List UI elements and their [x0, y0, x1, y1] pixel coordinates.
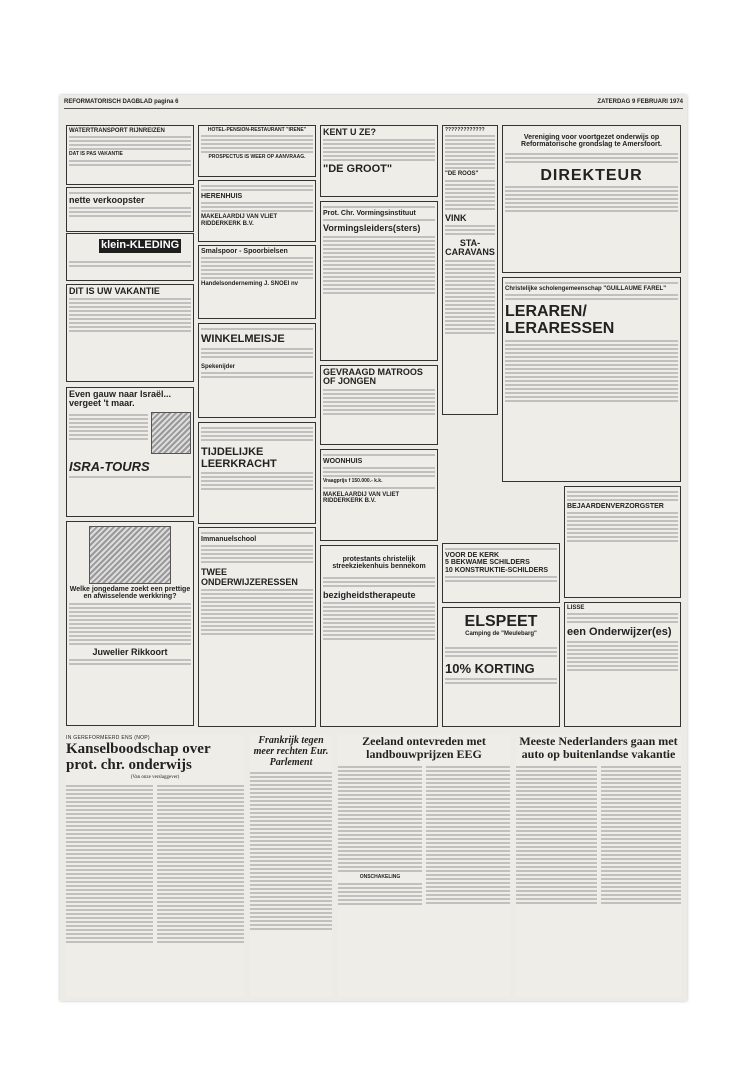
ad-hotel	[198, 125, 316, 177]
ad-schilders	[442, 543, 560, 603]
article-title: Frankrijk tegen meer rechten Eur. Parlement	[253, 735, 329, 768]
ad-subtitle: PROSPECTUS IS WEER OP AANVRAAG.	[208, 154, 306, 161]
ad-title: TIJDELIJKE LEERKRACHT	[201, 446, 277, 470]
ad-subtitle: "DE ROOS"	[445, 171, 479, 178]
article-title: Zeeland ontevreden met landbouwprijzen EEG	[362, 735, 486, 761]
page-header	[64, 99, 683, 109]
ad-immanuel	[198, 527, 316, 727]
ad-juwelier	[66, 521, 194, 726]
ad-title: GEVRAAGD MATROOS OF JONGEN	[323, 367, 423, 387]
ad-verkoopster	[66, 187, 194, 232]
ad-title: WOONHUIS	[323, 458, 363, 465]
map-image	[151, 412, 191, 454]
article-byline: (Van onze verslaggever)	[130, 775, 180, 780]
ad-israel	[66, 387, 194, 517]
ad-title: klein-KLEDING	[101, 239, 180, 251]
ad-role: DIREKTEUR	[540, 166, 643, 184]
article-zeeland	[338, 735, 510, 997]
ad-role: bezigheidstherapeute	[323, 589, 416, 600]
ad-discount: 10% KORTING	[445, 661, 535, 677]
ad-winkelmeisje	[198, 323, 316, 418]
ad-title: Vormingsleiders(sters)	[323, 223, 421, 234]
ad-title: Even gauw naar Israël... vergeet 't maar.	[69, 389, 172, 409]
ad-subtitle: Camping de "Meulebarg"	[465, 630, 537, 637]
ad-vormingsleiders	[320, 201, 438, 361]
ad-vereniging	[502, 125, 681, 273]
ad-vakantie	[66, 284, 194, 382]
article-frankrijk	[250, 735, 332, 997]
ad-title: ELSPEET	[464, 613, 538, 630]
ad-title: Vereniging voor voortgezet onderwijs op Reformatorische grondslag te Amersfoort.	[521, 134, 662, 149]
ad-woonhuis	[320, 449, 438, 541]
ad-title: protestants christelijk streekziekenhuis bennekom	[332, 556, 426, 571]
ad-smalspoor	[198, 245, 316, 319]
ad-klein-kleding	[66, 233, 194, 281]
article-kicker: IN GEREFORMEERD ENS (NOP)	[66, 735, 150, 741]
ad-bejaarden	[564, 486, 681, 598]
header-right: ZATERDAG 9 FEBRUARI 1974	[597, 99, 683, 105]
ad-subtitle: Spekenijder	[201, 363, 236, 370]
ad-title: DIT IS UW VAKANTIE	[69, 286, 160, 296]
ad-watertransport	[66, 125, 194, 185]
article-title: Meeste Nederlanders gaan met auto op buitenlandse vakantie	[519, 735, 678, 761]
article-kanselboodschap	[66, 735, 244, 997]
ad-item-1: 5 BEKWAME SCHILDERS	[445, 559, 530, 567]
ad-title: Immanuelschool	[201, 536, 257, 543]
ad-vink: VINK	[445, 212, 467, 223]
ad-subtitle: TWEE ONDERWIJZERESSEN	[201, 567, 298, 587]
ad-brand: ISRA-TOURS	[69, 458, 150, 474]
ad-title: nette verkoopster	[69, 195, 145, 205]
header-left: REFORMATORISCH DAGBLAD pagina 6	[64, 99, 179, 105]
ad-herenhuis	[198, 180, 316, 242]
ad-title: HOTEL-PENSION-RESTAURANT "IRENE"	[207, 127, 307, 133]
ad-tijdelijke	[198, 422, 316, 524]
ad-title: Smalspoor - Spoorbielsen	[201, 248, 288, 255]
ad-title: Welke jongedame zoekt een prettige en afwisselende werkkring?	[69, 586, 191, 601]
ad-price: Vraagprijs f 150.000.- k.k.	[323, 478, 383, 485]
ad-title: LISSE	[567, 605, 585, 611]
article-vakantie	[516, 735, 681, 997]
ad-leraren	[502, 277, 681, 482]
ad-title: ?????????????	[445, 127, 485, 133]
ad-elspeet	[442, 607, 560, 727]
ad-title: LERAREN/ LERARESSEN	[505, 303, 615, 338]
ad-org: Prot. Chr. Vormingsinstituut	[323, 210, 416, 217]
ad-title: WINKELMEISJE	[201, 333, 285, 345]
ad-title: VOOR DE KERK	[445, 552, 500, 559]
ad-title: KENT U ZE?	[323, 127, 376, 137]
ad-makelaardij: MAKELAARDIJ VAN VLIET RIDDERKERK B.V.	[201, 214, 278, 227]
ad-title: HERENHUIS	[201, 193, 243, 200]
ad-kent-u-ze	[320, 125, 438, 197]
ad-makelaardij: MAKELAARDIJ VAN VLIET RIDDERKERK B.V.	[323, 491, 400, 504]
ad-bennekom	[320, 545, 438, 727]
ad-item-2: 10 KONSTRUKTIE-SCHILDERS	[445, 566, 549, 574]
ad-title: BEJAARDENVERZORGSTER	[567, 503, 664, 510]
ad-role: een Onderwijzer(es)	[567, 626, 672, 639]
shop-image	[89, 526, 171, 584]
newspaper-page	[60, 95, 687, 1001]
ad-school: Christelijke scholengemeenschap "GUILLAUME FAREL"	[505, 286, 667, 292]
ad-caravans: STA-CARAVANS	[445, 237, 495, 258]
ad-brand: "DE GROOT"	[323, 163, 393, 176]
ad-title: WATERTRANSPORT RIJNREIZEN	[69, 128, 165, 134]
ad-question	[442, 125, 498, 415]
ad-brand: Juwelier Rikkoort	[92, 646, 168, 657]
article-title: Kanselboodschap over prot. chr. onderwijs	[66, 741, 211, 773]
ad-lisse	[564, 602, 681, 727]
ad-subtitle: DAT IS PAS VAKANTIE	[69, 151, 123, 158]
ad-subtitle: Handelsonderneming J. SNOEI nv	[201, 281, 299, 288]
article-subhead: ONSCHAKELING	[359, 874, 401, 880]
ad-gevraagd	[320, 365, 438, 445]
